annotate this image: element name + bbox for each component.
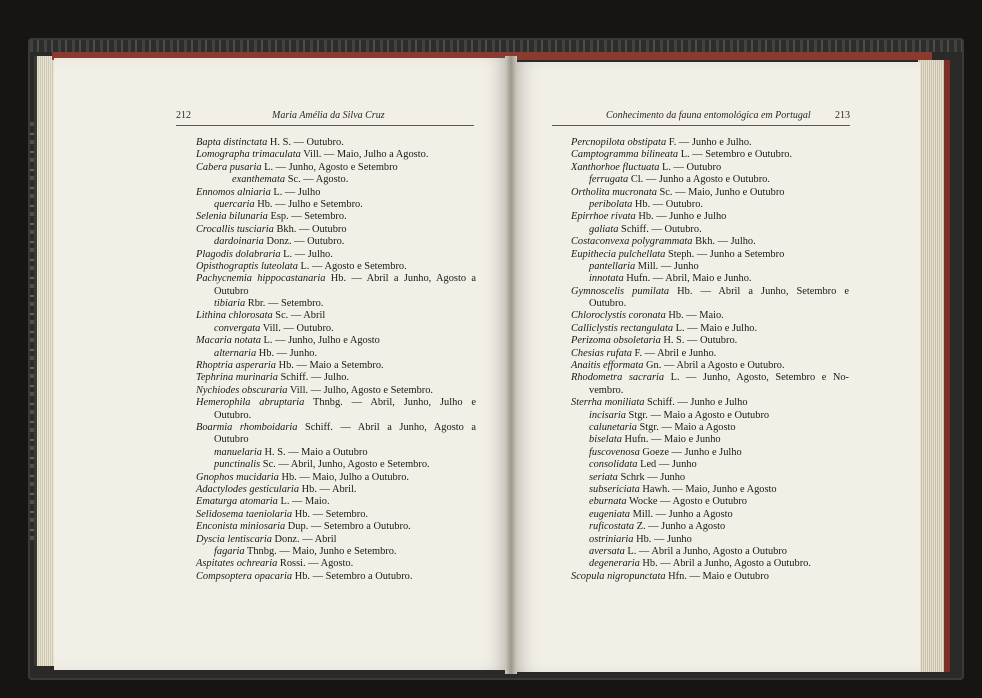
species-name: alternaria — [214, 347, 257, 359]
species-name: Anaitis efformata — [571, 360, 644, 372]
text-line — [571, 211, 849, 223]
text-line — [196, 397, 476, 409]
record-text: L. — Junho, Julho e Agosto — [260, 335, 380, 347]
species-name: Aspitates ochrearia — [196, 558, 278, 570]
species-name: Perizoma obsoletaria — [571, 335, 661, 347]
record-text: F. — Junho e Julho. — [666, 137, 752, 148]
record-text: Dup. — Setembro a Outubro. — [285, 521, 411, 533]
species-name: Macaria notata — [196, 335, 261, 347]
species-name: Selidosema taeniolaria — [196, 508, 293, 520]
record-text: Stgr. — Maio a Agosto — [636, 421, 736, 433]
species-name: Hemerophila abruptaria — [196, 397, 305, 409]
species-name: Crocallis tusciaria — [196, 223, 274, 235]
record-text: H. S. — Maio a Outubro — [261, 446, 368, 458]
record-text: Hufn. — Maio e Junho — [621, 434, 721, 446]
record-text: Hb. — Abril. — [299, 483, 357, 495]
text-line — [571, 199, 849, 211]
text-line — [196, 249, 476, 261]
species-name: aversata — [589, 545, 625, 557]
species-name: quercaria — [214, 198, 255, 210]
text-line — [571, 422, 849, 434]
text-line — [196, 273, 476, 285]
record-text: Wocke — Agosto e Outubro — [626, 496, 748, 508]
record-text: Vill. — Maio, Julho a Agosto. — [300, 149, 429, 161]
species-name: Costaconvexa polygrammata — [571, 236, 693, 248]
species-name: ferrugata — [589, 174, 629, 186]
text-line — [196, 509, 476, 521]
record-text: Hb. — Maio. — [665, 310, 724, 322]
record-text: Schiff. — Outubro. — [618, 223, 702, 235]
record-text: Hb. — Maio a Setembro. — [275, 360, 384, 372]
text-line — [571, 187, 849, 199]
record-text: Thnbg. — Maio, Junho e Setembro. — [244, 545, 397, 557]
record-text: Led — Junho — [637, 459, 697, 471]
species-name: Selenia bilunaria — [196, 211, 268, 223]
text-line — [196, 187, 476, 199]
text-line — [571, 459, 849, 471]
text-line — [196, 459, 476, 471]
text-line — [571, 149, 849, 161]
species-name: Sterrha moniliata — [571, 397, 645, 409]
text-line — [196, 335, 476, 347]
species-name: Epirrhoe rivata — [571, 211, 636, 223]
text-line — [196, 447, 476, 459]
record-text: L. — Maio. — [277, 496, 330, 508]
text-line — [196, 286, 476, 298]
text-line — [571, 273, 849, 285]
species-name: Gymnoscelis pumilata — [571, 285, 670, 297]
species-name: Rhoptria asperaria — [196, 360, 276, 372]
text-line — [571, 546, 849, 558]
record-text: Sc. — Abril, Junho, Agosto e Setembro. — [260, 459, 430, 471]
species-name: Compsoptera opacaria — [196, 570, 293, 582]
text-line — [196, 372, 476, 384]
record-text: Steph. — Junho a Setembro — [665, 248, 785, 260]
text-line — [196, 310, 476, 322]
record-text: Thnbg. — Abril, Junho, Julho e — [304, 397, 477, 409]
record-text: Hb. — Setembro a Outubro. — [292, 570, 413, 582]
record-text: H. S. — Outubro. — [267, 137, 344, 148]
right-running-head: Conhecimento da fauna entomológica em Portugal — [606, 110, 811, 121]
record-text: Hb. — Abril a Junho, Agosto a — [325, 273, 476, 285]
text-line — [571, 410, 849, 422]
record-text: Hb. — Setembro. — [292, 508, 369, 520]
record-text: Hb. — Abril a Junho, Agosto a Outubro. — [639, 558, 811, 570]
species-name: Opisthograptis luteolata — [196, 260, 298, 272]
species-name: ostriniaria — [589, 533, 634, 545]
species-name: Eupithecia pulchellata — [571, 248, 666, 260]
record-text: Donz. — Abril — [271, 533, 337, 545]
text-line — [571, 249, 849, 261]
record-text: vembro. — [589, 384, 624, 396]
text-line — [196, 558, 476, 570]
text-line — [196, 534, 476, 546]
text-line — [196, 546, 476, 558]
right-page-number: 213 — [835, 110, 850, 121]
record-text: Hb. — Junho. — [256, 347, 318, 359]
species-name: Ennomos alniaria — [196, 186, 271, 198]
text-line — [571, 137, 849, 149]
species-name: Calliclystis rectangulata — [571, 322, 674, 334]
species-name: Gnophos mucidaria — [196, 471, 279, 483]
left-running-header — [176, 110, 474, 126]
text-line — [196, 211, 476, 223]
text-line — [571, 236, 849, 248]
text-line — [196, 236, 476, 248]
species-name: tibiaria — [214, 298, 246, 310]
text-line — [196, 174, 476, 186]
record-text: H. S. — Outubro. — [660, 335, 738, 347]
record-text: Rbr. — Setembro. — [245, 298, 324, 310]
text-line — [196, 323, 476, 335]
text-line — [196, 496, 476, 508]
record-text: Donz. — Outubro. — [263, 236, 345, 248]
species-name: Tephrina murinaria — [196, 372, 278, 384]
record-text: Hb. — Outubro. — [632, 198, 704, 210]
text-line — [196, 224, 476, 236]
record-text: Schiff. — Abril a Junho, Agosto a — [297, 421, 476, 433]
text-line — [571, 335, 849, 347]
record-text: Sc. — Abril — [272, 310, 326, 322]
text-line — [571, 286, 849, 298]
text-line — [571, 372, 849, 384]
species-name: eugeniata — [589, 508, 630, 520]
species-name: Bapta distinctata — [196, 137, 268, 148]
species-name: Xanthorhoe fluctuata — [571, 161, 660, 173]
text-line — [196, 298, 476, 310]
text-line — [571, 323, 849, 335]
species-name: consolidata — [589, 459, 638, 471]
text-line — [571, 261, 849, 273]
text-line — [196, 385, 476, 397]
record-text: L. — Junho, Agosto e Setembro — [261, 161, 398, 173]
species-name: fagaria — [214, 545, 245, 557]
record-text: Hawh. — Maio, Junho e Agosto — [639, 483, 777, 495]
record-text: Stgr. — Maio a Agosto e Outubro — [625, 409, 770, 421]
record-text: Mill. — Junho — [635, 260, 699, 272]
species-name: ruficostata — [589, 521, 635, 533]
record-text: Sc. — Maio, Junho e Outubro — [656, 186, 785, 198]
text-line — [571, 348, 849, 360]
record-text: Esp. — Setembro. — [267, 211, 347, 223]
species-name: biselata — [589, 434, 622, 446]
record-text: Mill. — Junho a Agosto — [629, 508, 733, 520]
book-gutter — [505, 56, 517, 674]
text-line — [571, 385, 849, 397]
text-line — [571, 434, 849, 446]
text-line — [196, 410, 476, 422]
record-text: L. — Julho. — [280, 248, 333, 260]
species-name: punctinalis — [214, 459, 261, 471]
record-text: Hb. — Junho e Julho — [635, 211, 727, 223]
record-text: Schiff. — Junho e Julho — [644, 397, 748, 409]
species-name: Chesias rufata — [571, 347, 632, 359]
species-name: Nychiodes obscuraria — [196, 384, 288, 396]
species-name: eburnata — [589, 496, 627, 508]
species-name: Adactylodes gesticularia — [196, 483, 300, 495]
record-text: Hb. — Maio, Julho a Outubro. — [278, 471, 410, 483]
text-line — [196, 434, 476, 446]
species-name: manuelaria — [214, 446, 262, 458]
record-text: L. — Agosto e Setembro. — [297, 260, 407, 272]
record-text: Bkh. — Outubro — [273, 223, 347, 235]
species-name: Enconista miniosaria — [196, 521, 286, 533]
cover-texture — [30, 40, 962, 52]
record-text: L. — Maio e Julho. — [673, 322, 758, 334]
right-running-header — [552, 110, 850, 126]
species-name: Dyscia lentiscaria — [196, 533, 272, 545]
text-line — [571, 224, 849, 236]
text-line — [196, 137, 476, 149]
text-line — [196, 484, 476, 496]
record-text: Hfn. — Maio e Outubro — [665, 570, 769, 582]
record-text: Hufn. — Abril, Maio e Junho. — [623, 273, 752, 285]
record-text: Rossi. — Agosto. — [277, 558, 354, 570]
right-page-text — [571, 137, 849, 583]
text-line — [571, 558, 849, 570]
record-text: L. — Outubro — [659, 161, 722, 173]
record-text: Vill. — Outubro. — [260, 322, 334, 334]
record-text: L. — Julho — [270, 186, 321, 198]
species-name: innotata — [589, 273, 624, 285]
record-text: Cl. — Junho a Agosto e Outubro. — [628, 174, 770, 186]
species-name: convergata — [214, 322, 261, 334]
record-text: Bkh. — Julho. — [692, 236, 756, 248]
species-name: Cabera pusaria — [196, 161, 262, 173]
record-text: Outubro. — [589, 298, 627, 310]
species-name: calunetaria — [589, 421, 637, 433]
text-line — [571, 397, 849, 409]
text-line — [196, 348, 476, 360]
text-line — [571, 174, 849, 186]
text-line — [196, 472, 476, 484]
species-name: Ematurga atomaria — [196, 496, 278, 508]
text-line — [196, 261, 476, 273]
species-name: Lithina chlorosata — [196, 310, 273, 322]
species-name: exanthemata — [232, 174, 286, 186]
text-line — [196, 360, 476, 372]
text-line — [196, 571, 476, 583]
text-line — [571, 310, 849, 322]
text-line — [571, 298, 849, 310]
record-text: L. — Setembro e Outubro. — [678, 149, 793, 161]
record-text: Sc. — Agosto. — [285, 174, 349, 186]
text-line — [571, 521, 849, 533]
text-line — [196, 162, 476, 174]
text-line — [196, 422, 476, 434]
species-name: peribolata — [589, 198, 633, 210]
record-text: F. — Abril e Junho. — [631, 347, 717, 359]
species-name: Camptogramma bilineata — [571, 149, 679, 161]
species-name: Rhodometra sacraria — [571, 372, 665, 384]
text-line — [571, 162, 849, 174]
record-text: Z. — Junho a Agosto — [634, 521, 726, 533]
text-line — [196, 149, 476, 161]
record-text: Schiff. — Julho. — [277, 372, 350, 384]
record-text: Hb. — Abril a Junho, Setembro e — [669, 285, 850, 297]
text-line — [571, 472, 849, 484]
species-name: Plagodis dolabraria — [196, 248, 281, 260]
record-text: Vill. — Julho, Agosto e Setembro. — [287, 384, 434, 396]
species-name: seriata — [589, 471, 618, 483]
species-name: Scopula nigropunctata — [571, 570, 666, 582]
species-name: Ortholita mucronata — [571, 186, 657, 198]
record-text: L. — Junho, Agosto, Setembro e No- — [664, 372, 849, 384]
record-text: Outubro — [214, 285, 249, 297]
species-name: Boarmia rhomboidaria — [196, 421, 298, 433]
species-name: Chloroclystis coronata — [571, 310, 666, 322]
species-name: subsericiata — [589, 483, 640, 495]
record-text: Schrk — Junho — [617, 471, 686, 483]
record-text: Outubro — [214, 434, 249, 446]
record-text: Goeze — Junho e Julho — [639, 446, 742, 458]
text-line — [571, 360, 849, 372]
species-name: galiata — [589, 223, 619, 235]
left-running-head: Maria Amélia da Silva Cruz — [272, 110, 385, 121]
species-name: Pachycnemia hippocastanaria — [196, 273, 326, 285]
text-line — [571, 484, 849, 496]
text-line — [571, 509, 849, 521]
record-text: Hb. — Julho e Setembro. — [254, 198, 363, 210]
species-name: pantellaria — [589, 260, 636, 272]
record-text: Hb. — Junho — [633, 533, 692, 545]
species-name: dardoinaria — [214, 236, 264, 248]
text-line — [571, 447, 849, 459]
record-text: Gn. — Abril a Agosto e Outubro. — [643, 360, 785, 372]
text-line — [196, 199, 476, 211]
red-edge-right — [944, 60, 950, 672]
species-name: Lomographa trimaculata — [196, 149, 301, 161]
species-name: Percnopilota obstipata — [571, 137, 667, 148]
left-page-number: 212 — [176, 110, 191, 121]
text-line — [196, 521, 476, 533]
text-line — [571, 571, 849, 583]
species-name: incisaria — [589, 409, 626, 421]
text-line — [571, 534, 849, 546]
species-name: degeneraria — [589, 558, 640, 570]
text-line — [571, 496, 849, 508]
record-text: Outubro. — [214, 409, 252, 421]
species-name: fuscovenosa — [589, 446, 640, 458]
record-text: L. — Abril a Junho, Agosto a Outubro — [624, 545, 787, 557]
left-page-text — [196, 137, 476, 583]
